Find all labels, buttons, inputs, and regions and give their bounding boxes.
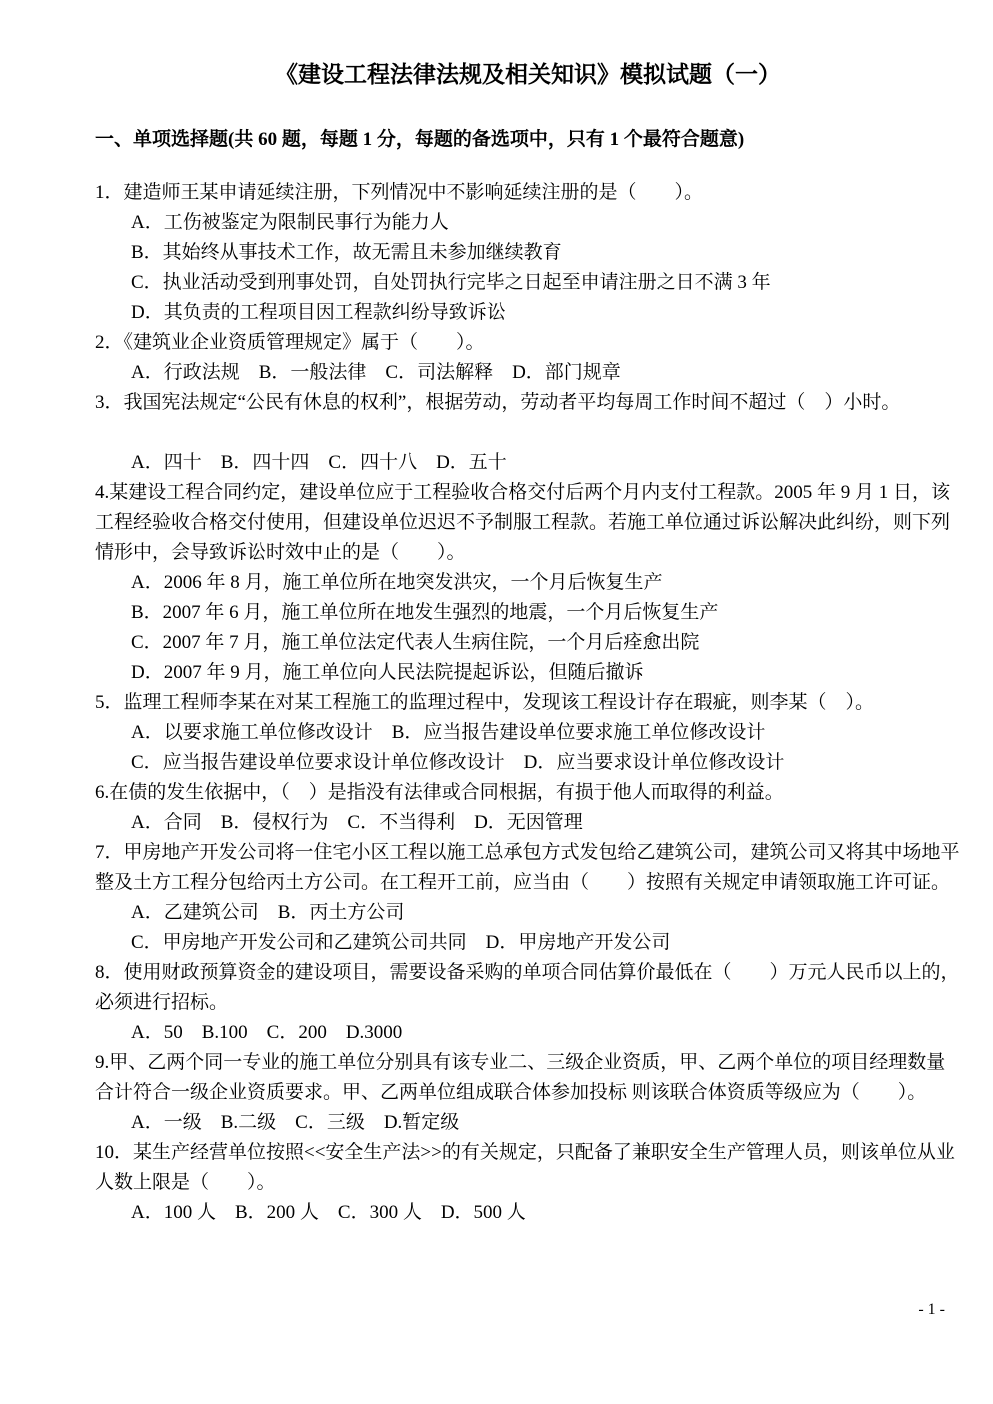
option-line: C．2007 年 7 月，施工单位法定代表人生病住院，一个月后痊愈出院 bbox=[131, 632, 700, 653]
question-stem: 1．建造师王某申请延续注册，下列情况中不影响延续注册的是（ ）。 bbox=[95, 182, 704, 203]
question-stem: 2．《建筑业企业资质管理规定》属于（ ）。 bbox=[95, 332, 485, 353]
option-line: A．乙建筑公司 B．丙土方公司 bbox=[131, 902, 405, 923]
option-line: A．行政法规 B．一般法律 C．司法解释 D．部门规章 bbox=[131, 362, 621, 383]
question-9 bbox=[95, 1048, 961, 1138]
question-stem: 8．使用财政预算资金的建设项目，需要设备采购的单项合同估算价最低在（ ）万元人民币以上的，必须进行招标。 bbox=[95, 962, 960, 1013]
option-line: D．其负责的工程项目因工程款纠纷导致诉讼 bbox=[131, 302, 506, 323]
option-line: A．100 人 B．200 人 C．300 人 D．500 人 bbox=[131, 1202, 526, 1223]
question-7 bbox=[95, 838, 961, 958]
question-stem: 6.在债的发生依据中，（ ）是指没有法律或合同根据，有损于他人而取得的利益。 bbox=[95, 782, 784, 803]
option-line: C．执业活动受到刑事处罚，自处罚执行完毕之日起至申请注册之日不满 3 年 bbox=[131, 272, 771, 293]
section-heading: 一、单项选择题(共 60 题，每题 1 分，每题的备选项中，只有 1 个最符合题意) bbox=[95, 129, 745, 150]
question-2 bbox=[95, 328, 961, 388]
option-line: A．一级 B.二级 C．三级 D.暂定级 bbox=[131, 1112, 460, 1133]
question-8 bbox=[95, 958, 961, 1048]
blank-line bbox=[95, 418, 961, 448]
question-5 bbox=[95, 688, 961, 778]
option-line: A．以要求施工单位修改设计 B．应当报告建设单位要求施工单位修改设计 bbox=[131, 722, 766, 743]
question-3 bbox=[95, 388, 961, 478]
question-stem: 9.甲、乙两个同一专业的施工单位分别具有该专业二、三级企业资质，甲、乙两个单位的项目经理数量合计符合一级企业资质要求。甲、乙两单位组成联合体参加投标 则该联合体资质等级应为（ ）。 bbox=[95, 1052, 946, 1103]
option-line: A．工伤被鉴定为限制民事行为能力人 bbox=[131, 212, 449, 233]
question-stem: 3．我国宪法规定“公民有休息的权利”，根据劳动，劳动者平均每周工作时间不超过（ ）小时。 bbox=[95, 392, 901, 413]
question-stem: 4.某建设工程合同约定，建设单位应于工程验收合格交付后两个月内支付工程款。2005 年 9 月 1 日，该工程经验收合格交付使用，但建设单位迟迟不予制服工程款。若施工单位通过诉讼解决此纠纷，则下列情形中，会导致诉讼时效中止的是（ ）。 bbox=[95, 482, 951, 563]
option-line: A．2006 年 8 月，施工单位所在地突发洪灾，一个月后恢复生产 bbox=[131, 572, 663, 593]
question-stem: 7．甲房地产开发公司将一住宅小区工程以施工总承包方式发包给乙建筑公司，建筑公司又将其中场地平整及土方工程分包给丙土方公司。在工程开工前，应当由（ ）按照有关规定申请领取施工许可证。 bbox=[95, 842, 960, 893]
option-line: C．应当报告建设单位要求设计单位修改设计 D．应当要求设计单位修改设计 bbox=[131, 752, 785, 773]
option-line: A．四十 B．四十四 C．四十八 D．五十 bbox=[131, 452, 507, 473]
option-line: D．2007 年 9 月，施工单位向人民法院提起诉讼，但随后撤诉 bbox=[131, 662, 644, 683]
question-list bbox=[95, 178, 961, 1228]
question-6 bbox=[95, 778, 961, 838]
question-10 bbox=[95, 1138, 961, 1228]
document-title: 《建设工程法律法规及相关知识》模拟试题（一） bbox=[275, 62, 781, 87]
page-number: - 1 - bbox=[918, 1301, 945, 1318]
option-line: B．2007 年 6 月，施工单位所在地发生强烈的地震，一个月后恢复生产 bbox=[131, 602, 719, 623]
option-line: B．其始终从事技术工作，故无需且未参加继续教育 bbox=[131, 242, 562, 263]
document-content bbox=[95, 0, 961, 1228]
question-1 bbox=[95, 178, 961, 328]
question-stem: 5．监理工程师李某在对某工程施工的监理过程中，发现该工程设计存在瑕疵，则李某（ ）。 bbox=[95, 692, 875, 713]
question-stem: 10．某生产经营单位按照<<安全生产法>>的有关规定，只配备了兼职安全生产管理人员，则该单位从业人数上限是（ ）。 bbox=[95, 1142, 955, 1193]
option-line: A．合同 B．侵权行为 C．不当得利 D．无因管理 bbox=[131, 812, 583, 833]
option-line: A．50 B.100 C．200 D.3000 bbox=[131, 1022, 403, 1043]
option-line: C．甲房地产开发公司和乙建筑公司共同 D．甲房地产开发公司 bbox=[131, 932, 671, 953]
question-4 bbox=[95, 478, 961, 688]
